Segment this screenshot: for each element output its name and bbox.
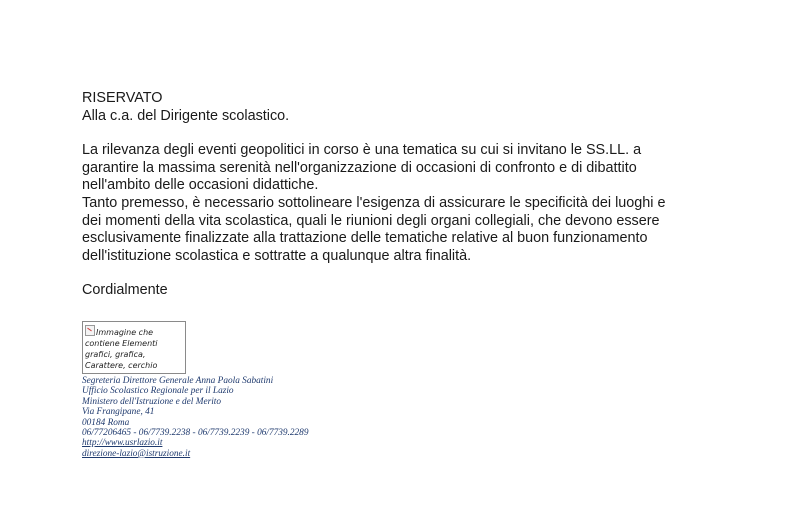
paragraph-line: dei momenti della vita scolastica, quali le riunioni degli organi collegiali, che devono essere <box>82 212 660 229</box>
paragraph-line: Tanto premesso, è necessario sottolineare l'esigenza di assicurare le specificità dei luoghi e <box>82 194 666 211</box>
recipient-line: Alla c.a. del Dirigente scolastico. <box>82 107 290 124</box>
signature-line: 06/77206465 - 06/7739.2238 - 06/7739.2239 - 06/7739.2289 <box>82 428 309 439</box>
signature-line: Via Frangipane, 41 <box>82 407 155 418</box>
website-link[interactable]: http://www.usrlazio.it <box>82 438 163 449</box>
paragraph-line: nell'ambito delle occasioni didattiche. <box>82 177 319 194</box>
paragraph-line: dell'istituzione scolastica e sottratte a qualunque altra finalità. <box>82 247 472 264</box>
image-alt-text: Immagine che contiene Elementi grafici, grafica, Carattere, cerchio <box>85 328 158 370</box>
signature-line: Ministero dell'Istruzione e del Merito <box>82 396 222 407</box>
paragraph-line: La rilevanza degli eventi geopolitici in corso è una tematica su cui si invitano le SS.LL. a <box>82 142 642 159</box>
letter-body <box>82 90 772 300</box>
heading-riservato: RISERVATO <box>82 90 163 106</box>
signature-line: Ufficio Scolastico Regionale per il Lazio <box>82 386 234 397</box>
paragraph-line: garantire la massima serenità nell'organizzazione di occasioni di confronto e di dibattito <box>82 159 637 176</box>
email-signature <box>82 376 482 459</box>
broken-image-placeholder <box>82 321 186 374</box>
broken-image-icon <box>85 325 95 336</box>
email-link[interactable]: direzione-lazio@istruzione.it <box>82 448 191 459</box>
main-paragraph <box>82 142 772 265</box>
closing-salutation: Cordialmente <box>82 282 168 299</box>
paragraph-line: esclusivamente finalizzate alla trattazione delle tematiche relative al buon funzionamento <box>82 230 648 247</box>
signature-line: 00184 Roma <box>82 417 130 428</box>
signature-line: Segreteria Direttore Generale Anna Paola Sabatini <box>82 376 274 386</box>
